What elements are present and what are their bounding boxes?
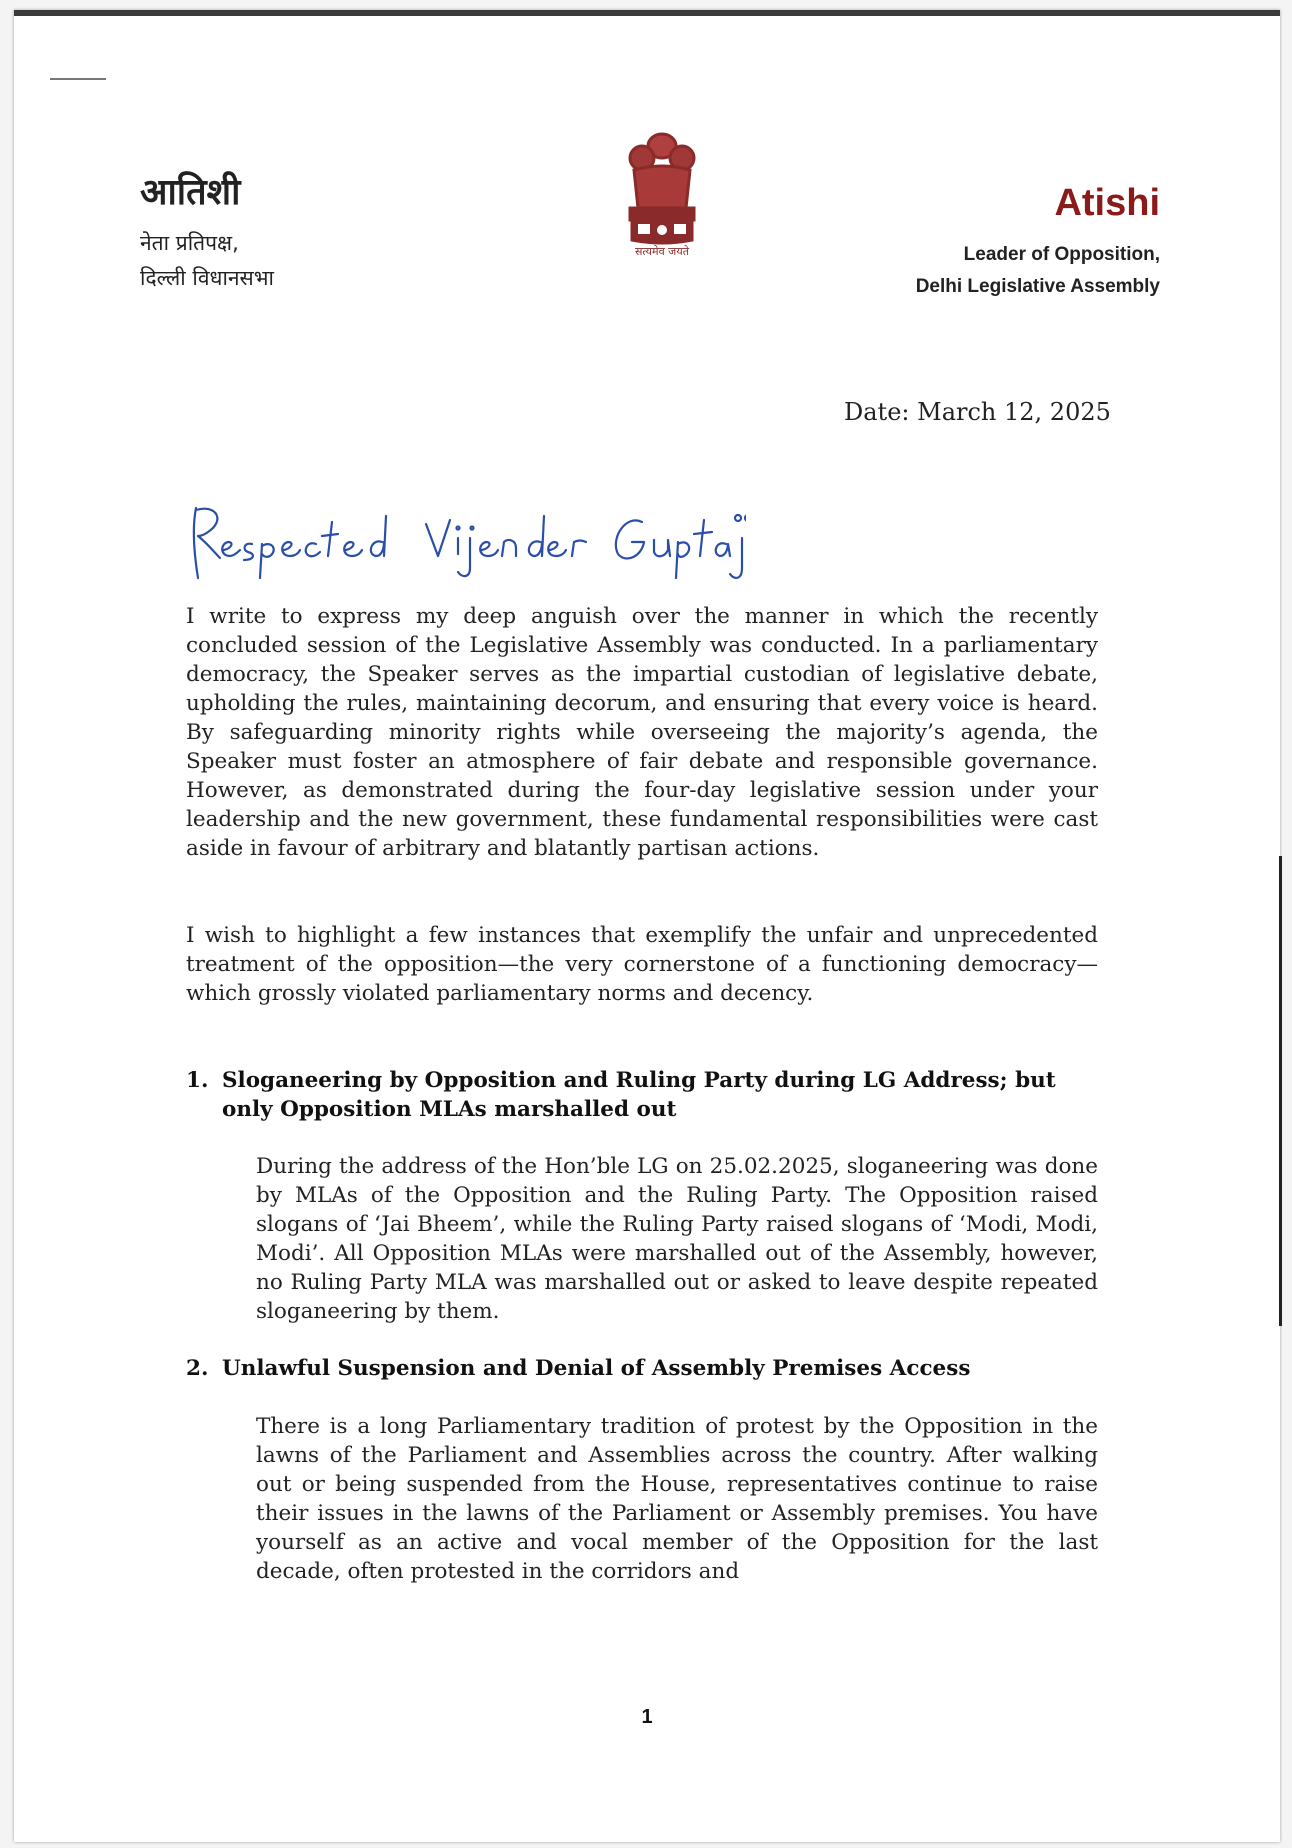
item-1-heading-text: Sloganeering by Opposition and Ruling Party during LG Address; but only Opposition MLAs marshalled out	[222, 1068, 1056, 1122]
paragraph-2: I wish to highlight a few instances that exemplify the unfair and unprecedented treatment of the opposition—the very cornerstone of a functioning democracy— which grossly violated parliamentary norms and decency.	[186, 923, 1098, 1006]
handwritten-salutation	[186, 498, 746, 588]
item-2-heading-text: Unlawful Suspension and Denial of Assembly Premises Access	[222, 1356, 971, 1381]
paragraph-1: I write to express my deep anguish over the manner in which the recently concluded session of the Legislative Assembly was conducted. In a parliamentary democracy, the Speaker serves as the impartial custodian of legislative debate, upholding the rules, maintaining decorum, and ensuring that every voice is heard. By safeguarding minority rights while overseeing the majority’s agenda, the Speaker must foster an atmosphere of fair debate and responsible governance. However, as demonstrated during the four-day legislative session under your leadership and the new government, these fundamental responsibilities were cast aside in favour of arbitrary and blatantly partisan actions.	[186, 604, 1098, 861]
emblem-motto: सत्यमेव जयते	[634, 245, 689, 258]
english-title-1: Leader of Opposition,	[963, 244, 1160, 265]
hindi-title-2: दिल्ली विधानसभा	[140, 266, 274, 290]
item-1-heading	[186, 1066, 1098, 1124]
item-2-body: There is a long Parliamentary tradition of protest by the Opposition in the lawns of the Parliament and Assemblies across the country. After walking out or being suspended from the House, representatives continue to raise their issues in the lawns of the Parliament or Assembly premises. You have yourself as an active and vocal member of the Opposition for the last decade, often protested in the corridors and	[256, 1414, 1098, 1584]
hindi-name: आतिशी	[140, 172, 241, 213]
letter-page	[14, 10, 1280, 1842]
item-2-number: 2.	[186, 1356, 209, 1381]
letter-date: Date: March 12, 2025	[844, 398, 1111, 426]
item-1-body: During the address of the Hon’ble LG on 25.02.2025, sloganeering was done by MLAs of the Opposition and the Ruling Party. The Opposition raised slogans of ‘Jai Bheem’, while the Ruling Party raised slogans of ‘Modi, Modi, Modi’. All Opposition MLAs were marshalled out of the Assembly, however, no Ruling Party MLA was marshalled out or asked to leave despite repeated sloganeering by them.	[256, 1154, 1098, 1324]
margin-pen-mark	[50, 78, 106, 80]
page-number: 1	[641, 1706, 653, 1728]
english-name: Atishi	[1054, 182, 1160, 224]
item-2-heading	[186, 1354, 1098, 1383]
page-edge-mark	[1279, 856, 1282, 1326]
english-title-2: Delhi Legislative Assembly	[915, 276, 1160, 297]
hindi-title-1: नेता प्रतिपक्ष,	[140, 231, 239, 255]
item-1-number: 1.	[186, 1068, 209, 1093]
